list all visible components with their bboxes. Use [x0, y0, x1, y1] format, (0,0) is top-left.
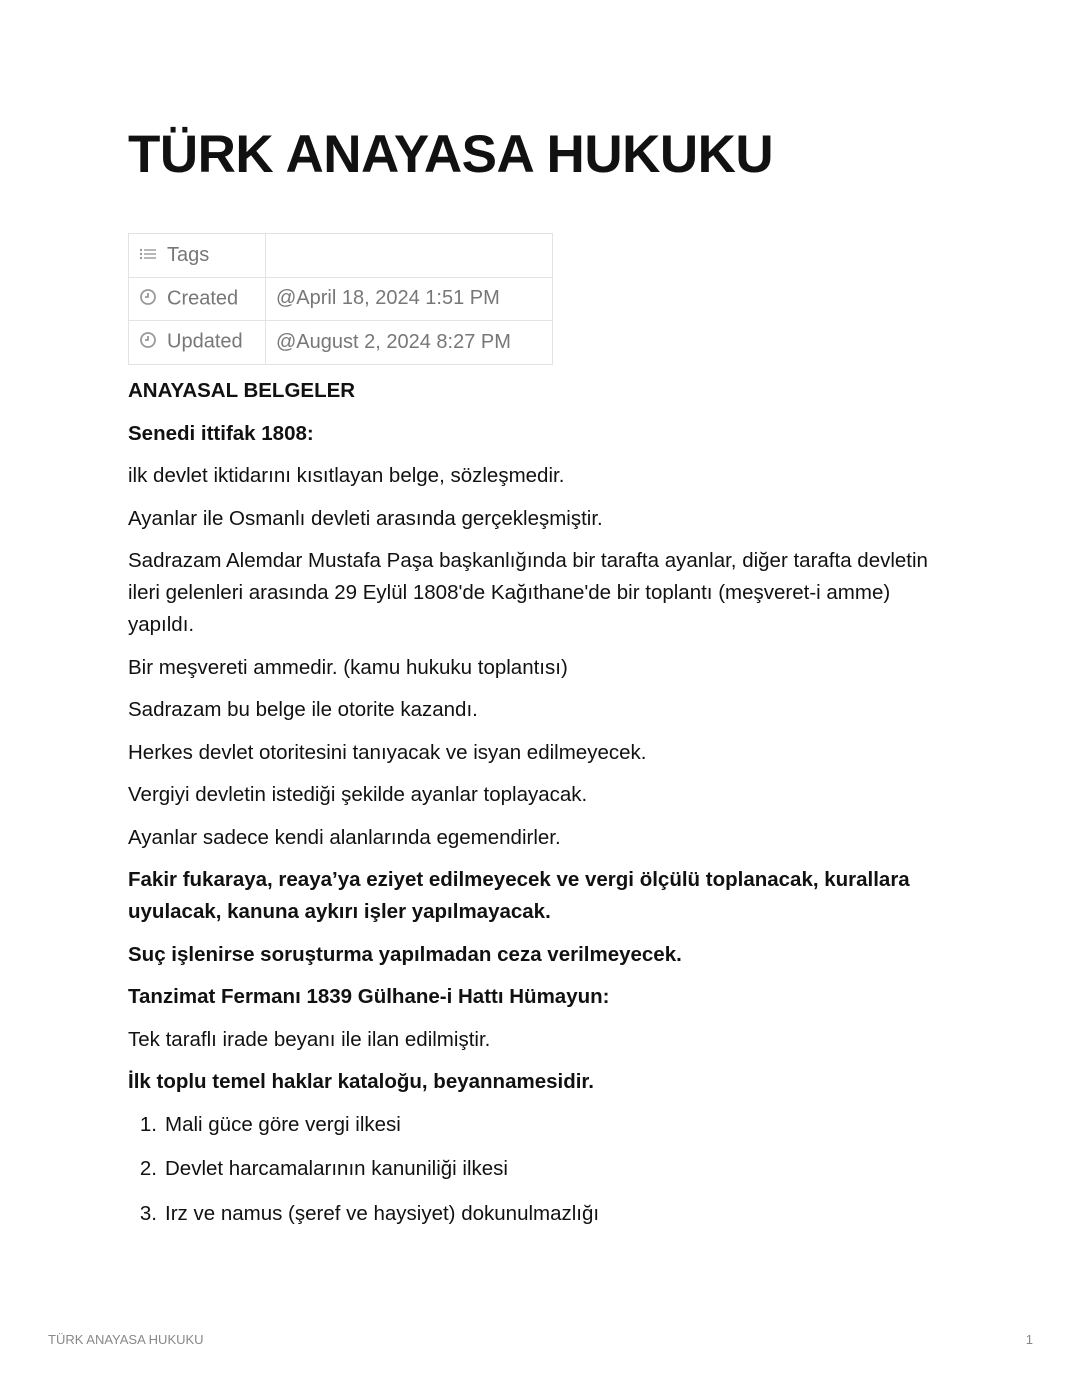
property-value [266, 234, 553, 278]
bold-paragraph: İlk toplu temel haklar kataloğu, beyannamesidir. [128, 1070, 594, 1093]
paragraph: Tek taraflı irade beyanı ile ilan edilmiştir. [128, 1027, 491, 1051]
clock-icon [139, 330, 157, 354]
paragraph: Bir meşvereti ammedir. (kamu hukuku toplantısı) [128, 655, 568, 679]
page-title: TÜRK ANAYASA HUKUKU [128, 125, 774, 184]
list-item: 3. Irz ve namus (şeref ve haysiyet) dokunulmazlığı [139, 1201, 600, 1225]
bold-paragraph: Fakir fukaraya, reaya’ya eziyet edilmeyecek ve vergi ölçülü toplanacak, kurallara uyulacak, kanuna aykırı işler yapılmayacak. [128, 868, 910, 923]
properties-table [128, 233, 553, 365]
list-icon [139, 244, 157, 267]
property-row-tags [129, 234, 553, 278]
bold-paragraph: Suç işlenirse soruşturma yapılmadan ceza verilmeyecek. [128, 942, 682, 966]
paragraph: Herkes devlet otoritesini tanıyacak ve isyan edilmeyecek. [128, 740, 647, 764]
page-number: 1 [1025, 1332, 1033, 1347]
subheading: Senedi ittifak 1808: [128, 421, 314, 445]
property-value: @April 18, 2024 1:51 PM [266, 277, 553, 321]
clock-icon [139, 287, 157, 311]
numbered-list [128, 1109, 928, 1230]
paragraph: ilk devlet iktidarını kısıtlayan belge, sözleşmedir. [128, 464, 565, 487]
property-key: Tags [167, 243, 210, 266]
list-item: 2. Devlet harcamalarının kanuniliği ilkesi [139, 1157, 508, 1180]
subheading: Tanzimat Fermanı 1839 Gülhane-i Hattı Hümayun: [128, 985, 610, 1008]
paragraph: Ayanlar ile Osmanlı devleti arasında gerçekleşmiştir. [128, 506, 603, 530]
paragraph: Sadrazam Alemdar Mustafa Paşa başkanlığında bir tarafta ayanlar, diğer tarafta devletin ileri gelenleri arasında 29 Eylül 1808'de Kağıthane'de bir toplantı (meşveret-i amme) yapıldı. [128, 549, 928, 636]
footer-title: TÜRK ANAYASA HUKUKU [48, 1332, 204, 1347]
property-key: Updated [167, 330, 243, 353]
section-heading: ANAYASAL BELGELER [128, 379, 356, 402]
list-item: 1. Mali güce göre vergi ilkesi [139, 1112, 401, 1136]
page-content [128, 375, 928, 1242]
paragraph: Ayanlar sadece kendi alanlarında egemendirler. [128, 825, 561, 849]
property-row-created [129, 277, 553, 321]
paragraph: Vergiyi devletin istediği şekilde ayanlar toplayacak. [128, 783, 588, 806]
property-value: @August 2, 2024 8:27 PM [266, 321, 553, 365]
property-row-updated [129, 321, 553, 365]
property-key: Created [167, 287, 239, 310]
paragraph: Sadrazam bu belge ile otorite kazandı. [128, 698, 478, 721]
